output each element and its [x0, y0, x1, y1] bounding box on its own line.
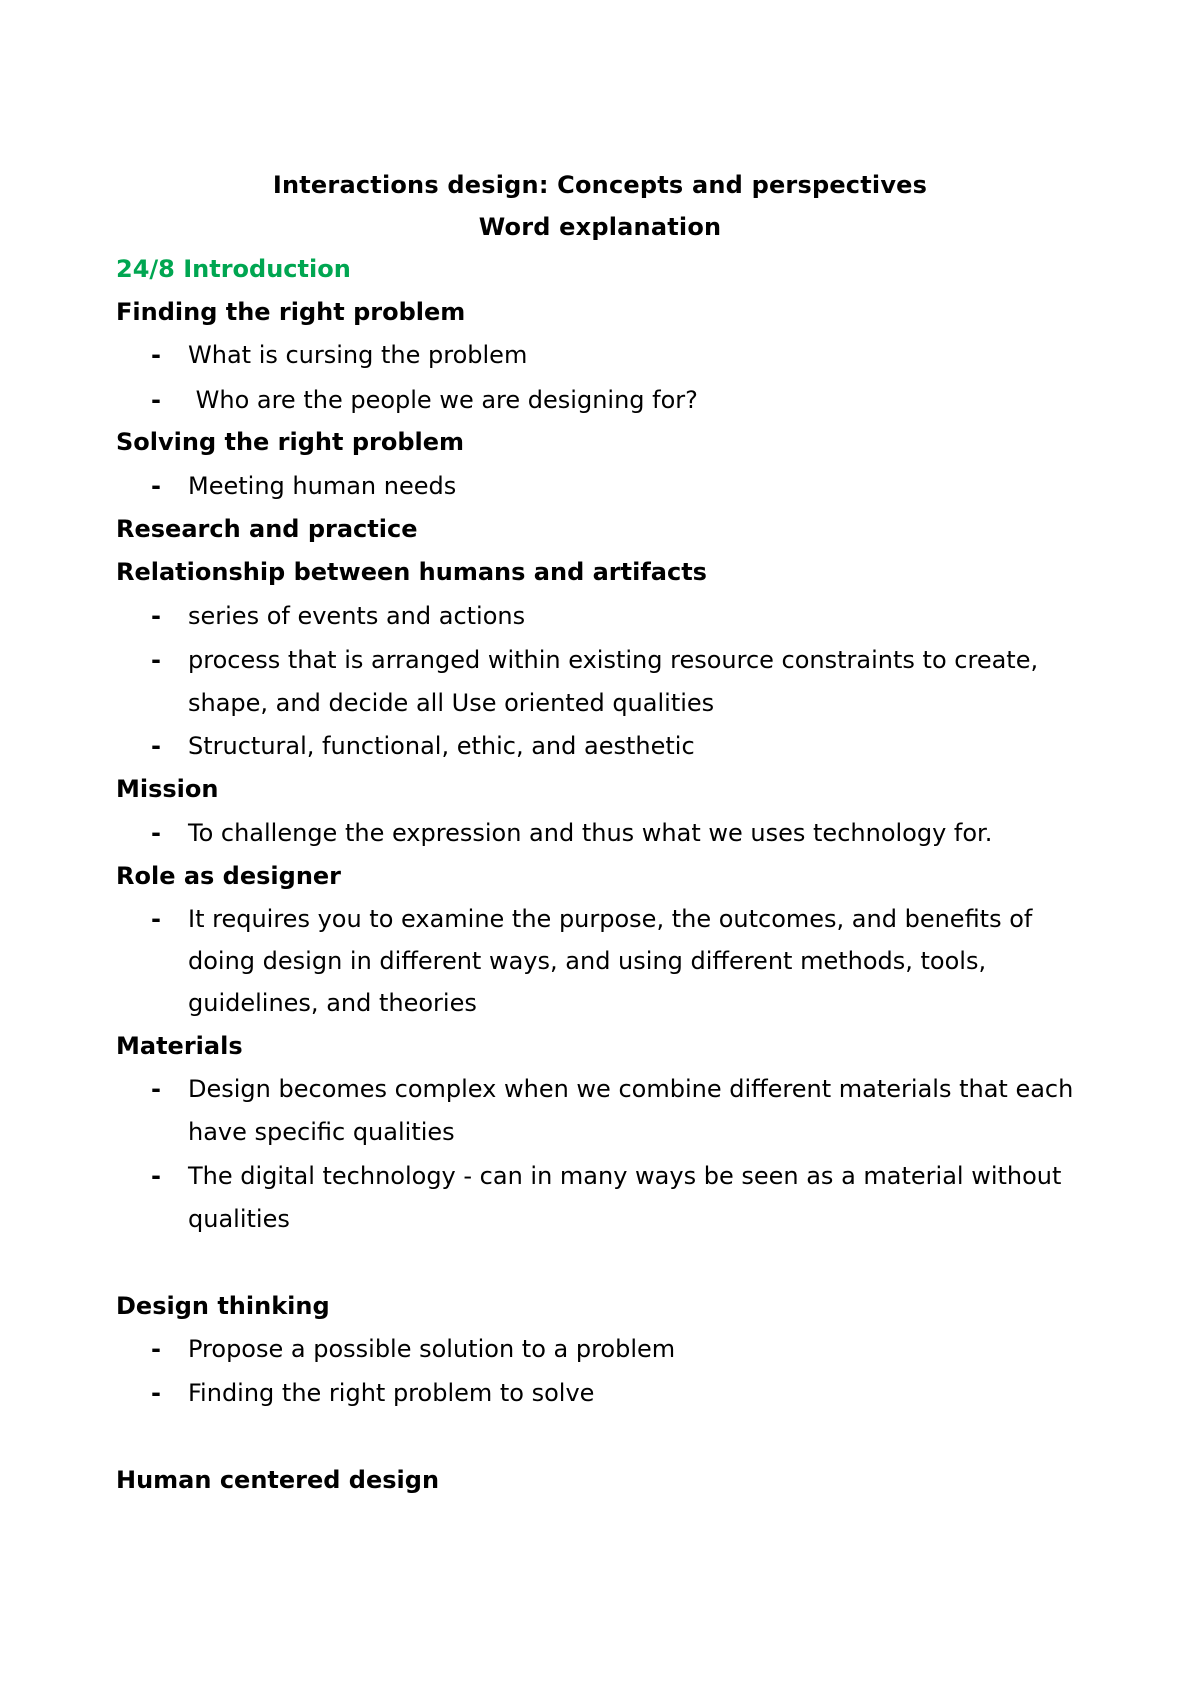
- bullet-dash: -: [151, 1162, 161, 1190]
- bullet-dash: -: [151, 646, 161, 674]
- bullet-text: It requires you to examine the purpose, the outcomes, and benefits of: [188, 905, 1033, 933]
- bullet-text: Propose a possible solution to a problem: [188, 1335, 676, 1363]
- bullet-text-continued: shape, and decide all Use oriented qualities: [188, 689, 715, 717]
- bullet-dash: -: [151, 819, 161, 847]
- bullet-dash: -: [151, 472, 161, 500]
- bullet-text: To challenge the expression and thus what we uses technology for.: [188, 819, 993, 847]
- bullet-dash: -: [151, 386, 161, 414]
- bullet-dash: -: [151, 732, 161, 760]
- bullet-text-continued: doing design in different ways, and using different methods, tools,: [188, 947, 987, 975]
- document-title: Interactions design: Concepts and perspectives: [272, 171, 928, 199]
- date-heading: 24/8 Introduction: [116, 255, 351, 283]
- bullet-text: Design becomes complex when we combine different materials that each: [188, 1075, 1074, 1103]
- section-heading: Relationship between humans and artifacts: [116, 558, 707, 586]
- bullet-text-continued: qualities: [188, 1205, 290, 1233]
- bullet-text-continued: guidelines, and theories: [188, 989, 477, 1017]
- bullet-dash: -: [151, 1379, 161, 1407]
- bullet-text: Structural, functional, ethic, and aesthetic: [188, 732, 695, 760]
- section-heading: Mission: [116, 775, 219, 803]
- bullet-text-continued: have specific qualities: [188, 1118, 455, 1146]
- bullet-text: series of events and actions: [188, 602, 526, 630]
- section-heading: Human centered design: [116, 1466, 440, 1494]
- section-heading: Research and practice: [116, 515, 418, 543]
- bullet-text: Meeting human needs: [188, 472, 457, 500]
- bullet-dash: -: [151, 905, 161, 933]
- section-heading: Finding the right problem: [116, 298, 466, 326]
- section-heading: Design thinking: [116, 1292, 330, 1320]
- bullet-text: Finding the right problem to solve: [188, 1379, 595, 1407]
- bullet-dash: -: [151, 1335, 161, 1363]
- bullet-dash: -: [151, 341, 161, 369]
- bullet-text: The digital technology - can in many ways be seen as a material without: [188, 1162, 1062, 1190]
- bullet-dash: -: [151, 1075, 161, 1103]
- bullet-text: Who are the people we are designing for?: [188, 386, 698, 414]
- section-heading: Solving the right problem: [116, 428, 465, 456]
- bullet-dash: -: [151, 602, 161, 630]
- bullet-text: process that is arranged within existing resource constraints to create,: [188, 646, 1039, 674]
- section-heading: Role as designer: [116, 862, 342, 890]
- document-subtitle: Word explanation: [478, 213, 722, 241]
- section-heading: Materials: [116, 1032, 243, 1060]
- bullet-text: What is cursing the problem: [188, 341, 528, 369]
